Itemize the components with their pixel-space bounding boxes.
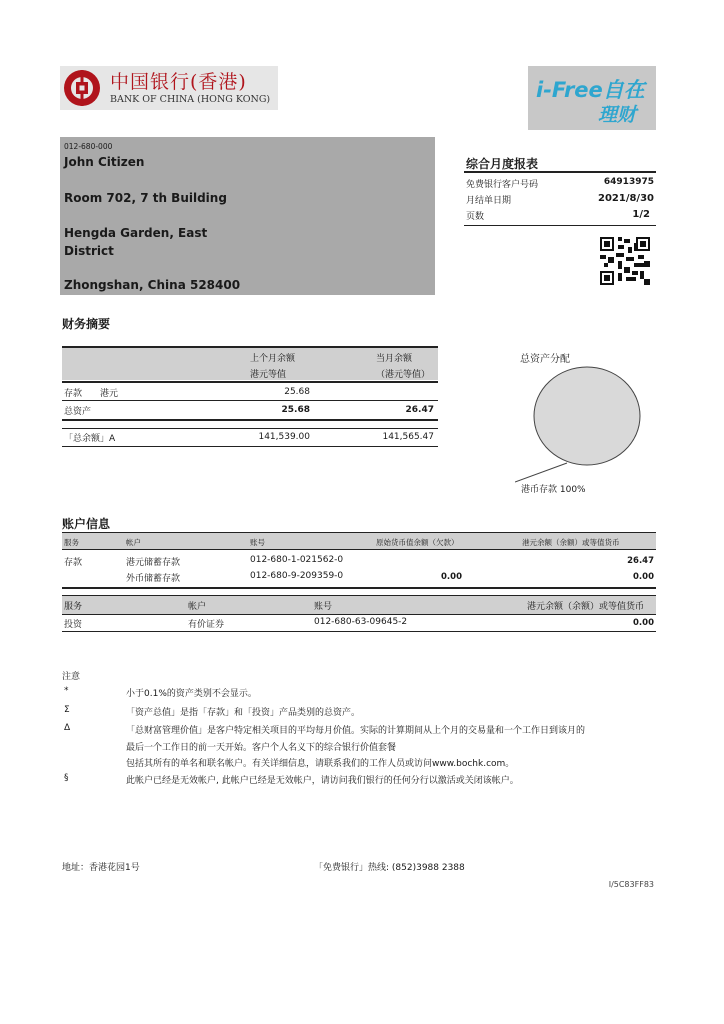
summary-row-label: 存款 bbox=[64, 389, 83, 399]
statement-title: 综合月度报表 bbox=[466, 157, 539, 171]
table2-row-account: 有价证券 bbox=[188, 620, 225, 630]
summary-title: 财务摘要 bbox=[62, 317, 111, 331]
address-line4: Zhongshan, China 528400 bbox=[64, 278, 241, 292]
customer-number-value: 64913975 bbox=[603, 177, 654, 187]
statement-date-value: 2021/8/30 bbox=[597, 193, 654, 204]
page-label: 页数 bbox=[466, 212, 485, 222]
note-text: 小于0.1%的资产类别不会显示。 bbox=[126, 689, 257, 699]
notes-title: 注意 bbox=[62, 672, 81, 682]
note-symbol: § bbox=[64, 773, 69, 783]
table1-row-account: 外币储蓄存款 bbox=[126, 574, 181, 584]
footer-address: 地址：香港花园1号 bbox=[62, 863, 140, 873]
divider bbox=[62, 419, 438, 421]
divider bbox=[464, 171, 656, 173]
address-line2: Hengda Garden, East bbox=[64, 226, 208, 240]
accounts-title: 账户信息 bbox=[62, 517, 111, 531]
page-value: 1/2 bbox=[632, 209, 650, 220]
asset-pie-chart bbox=[533, 366, 641, 466]
table1-row-original: 0.00 bbox=[441, 572, 462, 582]
prev-balance-header: 上个月余额 bbox=[250, 354, 296, 364]
statement-date-label: 月结单日期 bbox=[466, 196, 512, 206]
customer-number-label: 免费银行客户号码 bbox=[466, 180, 539, 190]
bank-logo bbox=[60, 66, 278, 110]
note-text: 「资产总值」是指「存款」和「投资」产品类别的总资产。 bbox=[126, 708, 361, 718]
curr-balance-header: 当月余额 bbox=[376, 354, 413, 364]
table1-row-number: 012-680-1-021562-0 bbox=[250, 555, 344, 565]
summary-total-assets-prev: 25.68 bbox=[281, 405, 310, 415]
note-text: 「总财富管理价值」是客户特定相关项目的平均每月价值。实际的计算期间从上个月的交易量和一个工作日到该月的 bbox=[126, 726, 586, 736]
address-line1: Room 702, 7 th Building bbox=[64, 191, 227, 205]
table2-row-service: 投资 bbox=[64, 620, 83, 630]
table1-header-service: 服务 bbox=[64, 538, 79, 547]
note-text: 包括其所有的单名和联名帐户。有关详细信息，请联系我们的工作人员或访问www.bochk.com。 bbox=[126, 759, 515, 769]
customer-name: John Citizen bbox=[64, 155, 145, 169]
pie-slice-hkd-deposit bbox=[534, 367, 640, 465]
divider bbox=[62, 587, 656, 589]
address-line3: District bbox=[64, 244, 114, 258]
footer-hotline: 「免费银行」热线: (852)3988 2388 bbox=[314, 863, 465, 873]
note-symbol: Σ bbox=[64, 705, 70, 715]
ifree-logo-line1: i-Free自在 bbox=[536, 78, 645, 102]
divider bbox=[464, 225, 656, 226]
table1-header-hkd: 港元余额（余额）或等值货币 bbox=[522, 538, 620, 547]
table1-header-number: 账号 bbox=[250, 538, 265, 547]
table2-row-hkd: 0.00 bbox=[633, 618, 654, 628]
divider bbox=[62, 428, 438, 429]
branch-code: 012-680-000 bbox=[64, 142, 113, 151]
total-balance-prev: 141,539.00 bbox=[258, 432, 310, 442]
table1-row-number: 012-680-9-209359-0 bbox=[250, 571, 344, 581]
table2-header-service: 服务 bbox=[64, 602, 83, 612]
summary-total-assets-label: 总资产 bbox=[64, 407, 92, 417]
divider bbox=[62, 631, 656, 632]
ifree-logo bbox=[528, 66, 656, 130]
table1-row-account: 港元储蓄存款 bbox=[126, 558, 181, 568]
qr-code-icon bbox=[600, 237, 650, 285]
prev-balance-subheader: 港元等值 bbox=[250, 370, 287, 380]
table2-row-number: 012-680-63-09645-2 bbox=[314, 617, 408, 627]
bank-name-zh: 中国银行(香港) bbox=[110, 71, 247, 93]
table1-row-service: 存款 bbox=[64, 558, 83, 568]
allocation-title: 总资产分配 bbox=[520, 354, 570, 365]
pie-leader-line bbox=[515, 462, 575, 484]
bank-name-en: BANK OF CHINA (HONG KONG) bbox=[110, 94, 271, 105]
address-block bbox=[60, 137, 435, 295]
table2-header-hkd: 港元余额（余额）或等值货币 bbox=[527, 602, 645, 612]
divider bbox=[62, 400, 438, 401]
note-text: 最后一个工作日的前一天开始。客户个人名义下的综合银行价值套餐 bbox=[126, 743, 397, 753]
table1-row-hkd: 26.47 bbox=[627, 556, 654, 566]
table1-header-original: 原始货币值余额（欠款） bbox=[376, 538, 459, 547]
summary-total-assets-curr: 26.47 bbox=[405, 405, 434, 415]
footer-code: I/5C83FF83 bbox=[608, 880, 654, 889]
table1-header-account: 帐户 bbox=[126, 538, 141, 547]
bank-emblem-icon bbox=[62, 68, 102, 108]
note-symbol: * bbox=[64, 686, 69, 696]
total-balance-curr: 141,565.47 bbox=[382, 432, 434, 442]
ifree-logo-line2: 理财 bbox=[598, 104, 637, 126]
summary-row-sub: 港元 bbox=[100, 389, 119, 399]
note-text: 此帐户已经是无效帐户, 此帐户已经是无效帐户，请访问我们银行的任何分行以激活或关闭该帐户。 bbox=[126, 776, 519, 786]
total-balance-label: 「总余额」A bbox=[64, 434, 116, 444]
table1-row-hkd: 0.00 bbox=[633, 572, 654, 582]
divider bbox=[62, 446, 438, 447]
divider bbox=[62, 549, 656, 550]
divider bbox=[62, 381, 438, 383]
divider bbox=[62, 614, 656, 615]
allocation-legend: 港币存款 100% bbox=[521, 485, 586, 495]
curr-balance-subheader: （港元等值） bbox=[376, 370, 431, 380]
table2-header-account: 帐户 bbox=[188, 602, 207, 612]
summary-row-prev: 25.68 bbox=[284, 387, 310, 397]
note-symbol: Δ bbox=[64, 723, 71, 733]
table2-header-number: 账号 bbox=[314, 602, 333, 612]
